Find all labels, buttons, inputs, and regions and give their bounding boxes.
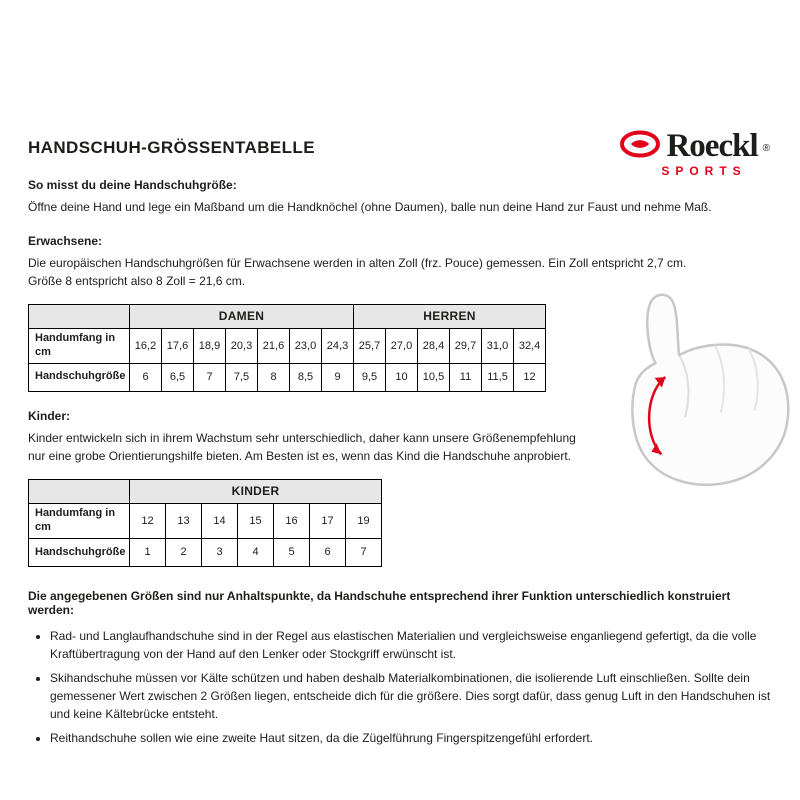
list-item: • Skihandschuhe müssen vor Kälte schützen und haben deshalb Materialkombinationen, die isolierende Luft einschließen. Sollte dein gemessener Wert zwischen 2 Größen liegen, entscheide dich für die größere. Dies sorgt dafür, dass genug Luft in den Handschuhen ist und keine Kältebrücke entsteht. — [50, 669, 774, 723]
table-cell: 3 — [202, 538, 238, 566]
adult-size-table — [28, 304, 546, 392]
notes-heading: Die angegebenen Größen sind nur Anhaltspunkte, da Handschuhe entsprechend ihrer Funktion unterschiedlich konstruiert werden: — [28, 588, 731, 617]
table-row — [29, 538, 382, 566]
table-row — [29, 479, 382, 503]
adults-section-text — [28, 254, 774, 291]
table-cell: 11 — [450, 363, 482, 391]
measure-section-text: Öffne deine Hand und lege ein Maßband um die Handknöchel (ohne Daumen), balle nun deine Hand zur Faust und nehme Maß. — [28, 200, 712, 214]
table-cell: 15 — [238, 503, 274, 538]
group-header-herren: HERREN — [354, 304, 546, 328]
table-cell: 27,0 — [386, 328, 418, 363]
table-cell: 14 — [202, 503, 238, 538]
empty-header-cell — [29, 479, 130, 503]
notes-list — [28, 627, 774, 747]
table-cell: 12 — [514, 363, 546, 391]
table-cell: 10,5 — [418, 363, 450, 391]
table-cell: 32,4 — [514, 328, 546, 363]
adults-section-heading: Erwachsene: — [28, 233, 103, 248]
group-header-damen: DAMEN — [130, 304, 354, 328]
table-cell: 24,3 — [322, 328, 354, 363]
row-label: Handumfang in cm — [29, 503, 130, 538]
list-item: • Reithandschuhe sollen wie eine zweite Haut sitzen, da die Zügelführung Fingerspitzengefühl erfordert. — [50, 729, 774, 747]
table-cell: 4 — [238, 538, 274, 566]
page-title: HANDSCHUH-GRÖSSENTABELLE — [28, 138, 315, 157]
kids-section-heading: Kinder: — [28, 408, 70, 423]
kids-size-table — [28, 479, 382, 567]
table-cell: 8 — [258, 363, 290, 391]
table-cell: 6,5 — [162, 363, 194, 391]
table-cell: 31,0 — [482, 328, 514, 363]
table-cell: 20,3 — [226, 328, 258, 363]
brand-sub-wordmark: SPORTS — [661, 164, 747, 178]
table-cell: 16,2 — [130, 328, 162, 363]
table-cell: 13 — [166, 503, 202, 538]
table-row — [29, 363, 546, 391]
table-cell: 7 — [194, 363, 226, 391]
table-cell: 17 — [310, 503, 346, 538]
table-cell: 21,6 — [258, 328, 290, 363]
row-label: Handschuhgröße — [29, 363, 130, 391]
table-cell: 11,5 — [482, 363, 514, 391]
row-label: Handumfang in cm — [29, 328, 130, 363]
table-row — [29, 328, 546, 363]
table-cell: 28,4 — [418, 328, 450, 363]
adults-text-line-2: Größe 8 entspricht also 8 Zoll = 21,6 cm. — [28, 274, 246, 289]
table-cell: 16 — [274, 503, 310, 538]
measure-section-heading: So misst du deine Handschuhgröße: — [28, 178, 237, 192]
adults-text-line-1: Die europäischen Handschuhgrößen für Erwachsene werden in alten Zoll (frz. Pouce) gemessen. Ein Zoll entspricht 2,7 cm. — [28, 255, 687, 270]
table-cell: 7,5 — [226, 363, 258, 391]
table-cell: 8,5 — [290, 363, 322, 391]
table-cell: 5 — [274, 538, 310, 566]
table-cell: 9,5 — [354, 363, 386, 391]
table-cell: 29,7 — [450, 328, 482, 363]
table-cell: 23,0 — [290, 328, 322, 363]
kids-text-line-1: Kinder entwickeln sich in ihrem Wachstum sehr unterschiedlich, daher kann unsere Größenempfehlung — [28, 430, 576, 445]
brand-wordmark: Roeckl — [666, 128, 758, 164]
table-row — [29, 503, 382, 538]
row-label: Handschuhgröße — [29, 538, 130, 566]
list-item: • Rad- und Langlaufhandschuhe sind in der Regel aus elastischen Materialien und vergleichsweise enganliegend gefertigt, da die volle Kraftübertragung von der Hand auf den Lenker oder Stockgriff erwünscht ist. — [50, 627, 774, 663]
table-cell: 17,6 — [162, 328, 194, 363]
table-row — [29, 304, 546, 328]
table-cell: 1 — [130, 538, 166, 566]
table-cell: 19 — [346, 503, 382, 538]
registered-mark: ® — [762, 143, 770, 154]
table-cell: 12 — [130, 503, 166, 538]
table-cell: 6 — [310, 538, 346, 566]
table-cell: 2 — [166, 538, 202, 566]
table-cell: 6 — [130, 363, 162, 391]
table-cell: 7 — [346, 538, 382, 566]
kids-text-line-2: nur eine grobe Orientierungshilfe bieten. Am Besten ist es, wenn das Kind die Handschuhe anprobiert. — [28, 449, 571, 464]
table-cell: 25,7 — [354, 328, 386, 363]
empty-header-cell — [29, 304, 130, 328]
group-header-kinder: KINDER — [130, 479, 382, 503]
table-cell: 9 — [322, 363, 354, 391]
table-cell: 18,9 — [194, 328, 226, 363]
table-cell: 10 — [386, 363, 418, 391]
kids-section-text — [28, 429, 774, 466]
